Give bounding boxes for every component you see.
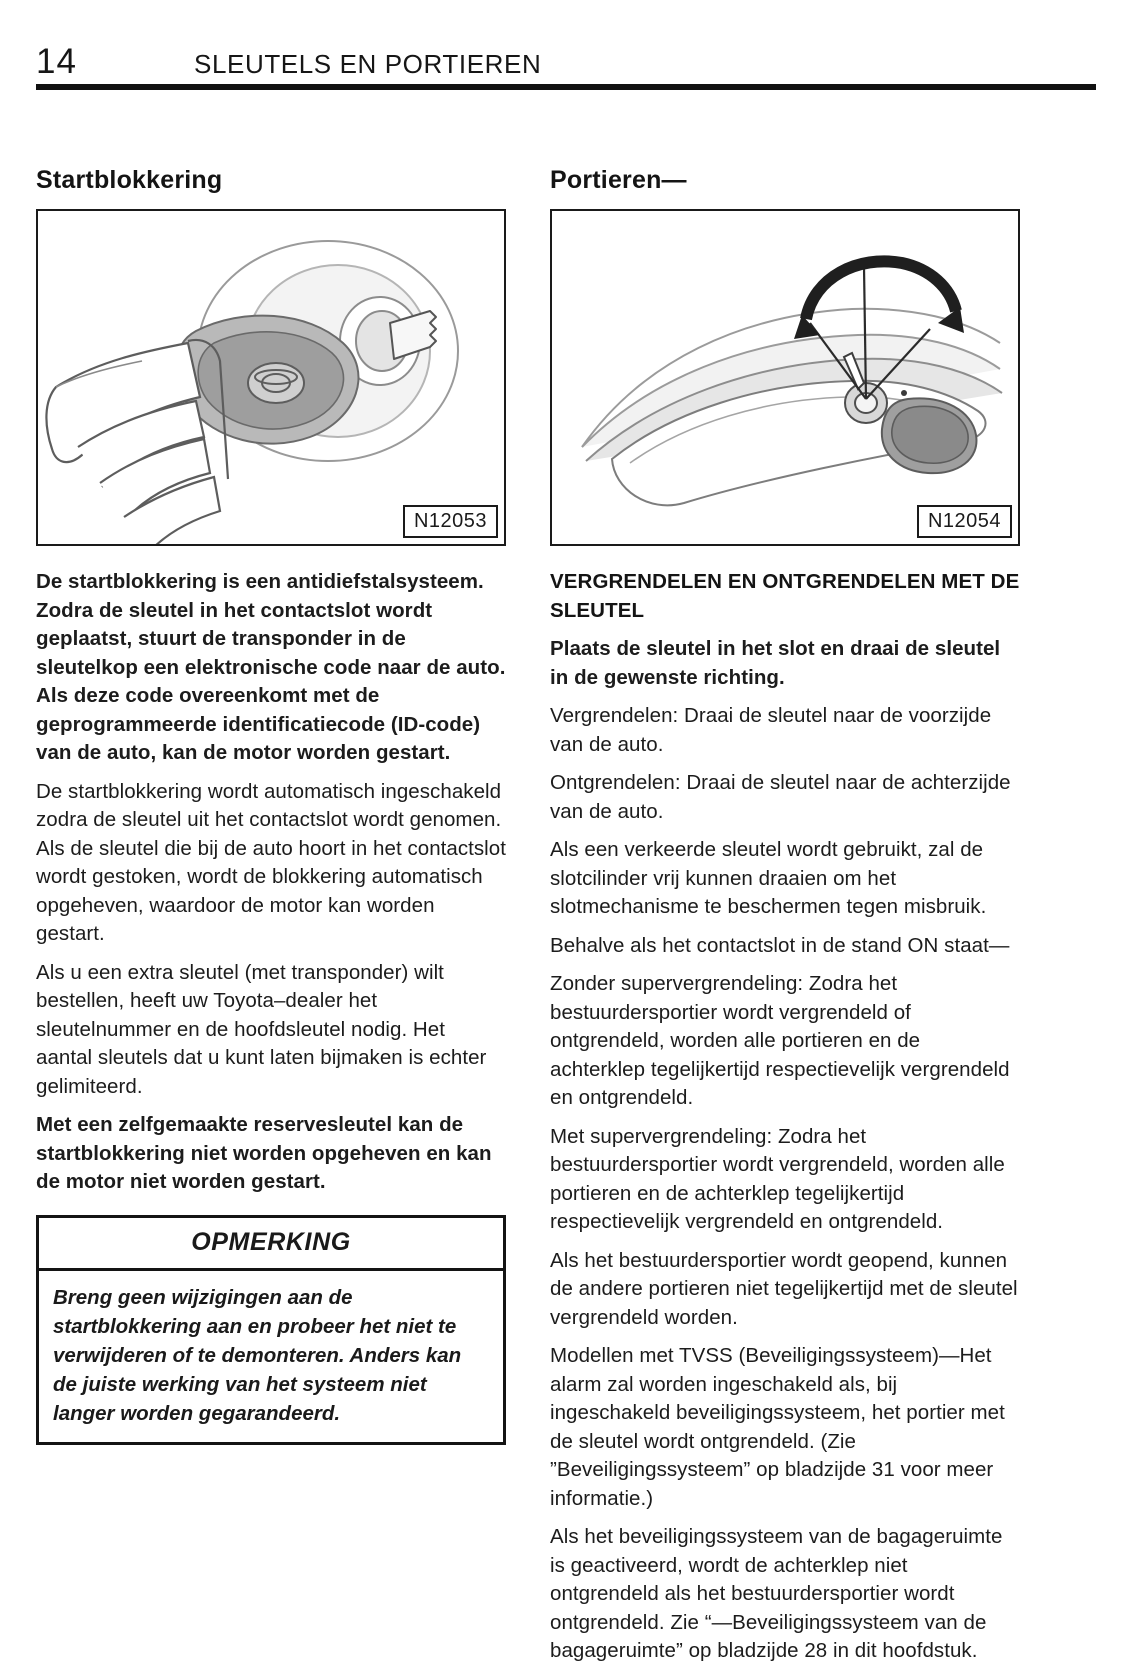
note-box <box>36 1215 506 1445</box>
content-columns <box>36 150 1096 1676</box>
key-ignition-illustration <box>38 211 504 544</box>
paragraph: Als u een extra sleutel (met transponder) wilt bestellen, heeft uw Toyota–dealer het sleutelnummer en de hoofdsleutel nodig. Het aantal sleutels dat u kunt laten bijmaken is echter gelimiteerd. <box>36 960 487 1098</box>
figure-id-label: N12053 <box>403 505 498 538</box>
paragraph: Modellen met TVSS (Beveiligingssysteem)—Het alarm zal worden ingeschakeld als, bij ingeschakeld beveiligingssysteem, het portier met de sleutel wordt ontgrendeld. (Zie ”Beveiligingssysteem” op bladzijde 31 voor meer informatie.) <box>550 1344 1005 1510</box>
paragraph: Behalve als het contactslot in de stand ON staat— <box>550 933 1010 957</box>
paragraph: Met een zelfgemaakte reservesleutel kan de startblokkering niet worden opgeheven en kan de motor niet worden gestart. <box>36 1113 492 1193</box>
paragraph: Plaats de sleutel in het slot en draai de sleutel in de gewenste richting. <box>550 637 1001 689</box>
paragraph: De startblokkering wordt automatisch ingeschakeld zodra de sleutel uit het contactslot wordt genomen. Als de sleutel die bij de auto hoort in het contactslot wordt gestoken, wordt de blokkering automatisch opgeheven, waardoor de motor kan worden gestart. <box>36 779 506 945</box>
note-title: OPMERKING <box>39 1218 503 1271</box>
paragraph: Met supervergrendeling: Zodra het bestuurdersportier wordt vergrendeld, worden alle portieren en de achterklep tegelijkertijd respectievelijk vergrendeld en ontgrendeld. <box>550 1124 1005 1233</box>
figure-door-handle <box>550 209 1020 546</box>
page-title: SLEUTELS EN PORTIEREN <box>194 49 542 79</box>
paragraph: Zonder supervergrendeling: Zodra het bestuurdersportier wordt vergrendeld of ontgrendeld, worden alle portieren en de achterklep tegelijkertijd respectievelijk vergrendeld en ontgrendeld. <box>550 972 1010 1109</box>
header-divider <box>36 84 1096 90</box>
door-handle-illustration <box>552 211 1018 544</box>
section-title-startblokkering: Startblokkering <box>36 166 223 194</box>
paragraph: Als het beveiligingssysteem van de bagageruimte is geactiveerd, wordt de achterklep niet ontgrendeld als het bestuurdersportier wordt ontgrendeld. Zie “—Beveiligingssysteem van de bagageruimte” op bladzijde 28 in dit hoofdstuk. <box>550 1525 1003 1662</box>
paragraph: Vergrendelen: Draai de sleutel naar de voorzijde van de auto. <box>550 704 992 756</box>
paragraph: De startblokkering is een antidiefstalsysteem. Zodra de sleutel in het contactslot wordt geplaatst, stuurt de transponder in de sleutelkop een elektronische code naar de auto. Als deze code overeenkomt met de geprogrammeerde identificatiecode (ID-code) van de auto, kan de motor worden gestart. <box>36 570 506 764</box>
paragraph: Als een verkeerde sleutel wordt gebruikt, zal de slotcilinder vrij kunnen draaien om het slotmechanisme te beschermen tegen misbruik. <box>550 838 987 918</box>
figure-id-label: N12054 <box>917 505 1012 538</box>
paragraph: Als het bestuurdersportier wordt geopend, kunnen de andere portieren niet tegelijkertijd met de sleutel vergrendeld worden. <box>550 1248 1018 1329</box>
paragraph: Ontgrendelen: Draai de sleutel naar de achterzijde van de auto. <box>550 771 1011 823</box>
subheading-vergrendelen: VERGRENDELEN EN ONTGRENDELEN MET DE SLEUTEL <box>550 570 1020 622</box>
section-title-portieren: Portieren— <box>550 166 687 194</box>
left-column <box>36 150 506 1676</box>
note-text: Breng geen wijzigingen aan de startblokkering aan en probeer het niet te verwijderen of te demonteren. Anders kan de juiste werking van het systeem niet langer worden gegarandeerd. <box>53 1285 462 1425</box>
figure-key-ignition <box>36 209 506 546</box>
page-number: 14 <box>36 42 77 81</box>
right-column <box>550 150 1020 1676</box>
